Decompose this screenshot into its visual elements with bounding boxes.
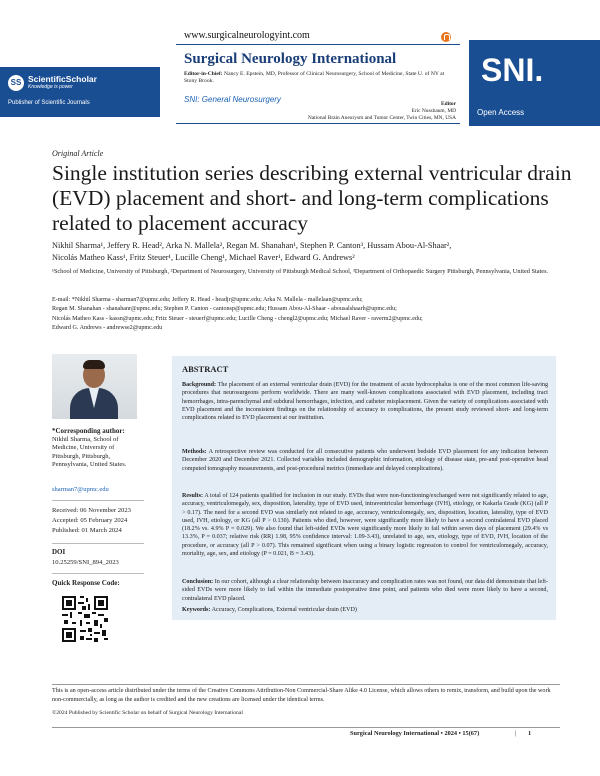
article-type: Original Article (52, 149, 104, 158)
footer-separator: | (515, 730, 517, 737)
author-emails (52, 296, 572, 333)
sni-logo-text: SNI. (481, 52, 544, 88)
corresponding-author-details: Nikhil Sharma, School of Medicine, University of Pittsburgh, Pittsburgh, Pennsylvania, United States. (52, 436, 127, 469)
editor-in-chief (184, 71, 454, 85)
qr-code-label: Quick Response Code: (52, 579, 120, 587)
results-label: Results: (182, 493, 203, 499)
page-number: 1 (528, 730, 532, 737)
abstract-results (182, 492, 548, 558)
editor-info (270, 101, 456, 121)
doi-value[interactable]: 10.25259/SNI_894_2023 (52, 559, 119, 566)
publisher-logo (8, 75, 97, 91)
publisher-banner (0, 67, 160, 117)
sidebar-divider (52, 573, 144, 574)
abstract-methods (182, 448, 548, 473)
email-line-2[interactable]: Regan M. Shanahan - shanahanr@upmc.edu; Stephen P. Canton - cantonsp@upmc.edu; Hussam Abou-Al-Shaar - abousalshaarh@upmc.edu; (52, 306, 397, 313)
email-line-3[interactable]: Nicolás Matheo Kass - kassn@upmc.edu; Fritz Steuer - steuerf@upmc.edu; Lucille Cheng - chengl2@upmc.edu; Michael Raver - raverm2@upmc.edu; (52, 315, 423, 322)
keywords-text: Accuracy, Complications, External ventricular drain (EVD) (211, 607, 357, 613)
published-date: Published: 01 March 2024 (52, 527, 122, 534)
header-divider (176, 44, 460, 45)
sidebar-divider (52, 543, 144, 544)
article-title: Single institution series describing external ventricular drain (EVD) placement and short- and long-term complications related to placement accuracy (52, 161, 572, 235)
editor-affiliation: National Brain Aneurysm and Tumor Center, Twin Cities, MN, USA (307, 114, 456, 121)
scientific-scholar-logo-icon: SS (8, 75, 24, 91)
authors-line-2: Nicolás Matheo Kass¹, Fritz Steuer¹, Lucille Cheng¹, Michael Raver¹, Edward G. Andrews² (52, 253, 355, 262)
background-label: Background: (182, 382, 217, 388)
journal-title: Surgical Neurology International (184, 51, 397, 67)
conclusion-text: In our cohort, although a clear relationship between inaccuracy and complication rates was not found, our data did demonstrate that left-sided EVDs were more likely to fail within the immediate postoperative time point, and patients who died were more likely to have a second, contralateral EVD placed. (182, 579, 548, 602)
header-divider-bottom (176, 123, 460, 124)
publisher-logo-name: ScientificScholar (28, 74, 97, 84)
copyright-text: ©2024 Published by Scientific Scholar on behalf of Surgical Neurology International (52, 710, 243, 716)
license-text: This is an open-access article distributed under the terms of the Creative Commons Attribution-Non Commercial-Share Alike 4.0 License, which allows others to remix, transform, and build upon the work non-commercially, as long as the author is credited and the new creations are licensed under the identical terms. (52, 688, 551, 703)
eic-label: Editor-in-Chief: (184, 71, 223, 77)
abstract-conclusion (182, 578, 548, 603)
site-url-link[interactable]: www.surgicalneurologyint.com (184, 30, 310, 41)
email-line-1[interactable]: E-mail: *Nikhil Sharma - sharman7@upmc.edu; Jeffery R. Head - headjr@upmc.edu; Arka N. Mallela - mallelaan@upmc.edu; (52, 297, 363, 303)
abstract-title: ABSTRACT (182, 364, 229, 374)
article-dates (52, 506, 131, 536)
corresponding-author-email[interactable]: sharman7@upmc.edu (52, 486, 109, 493)
editor-name: Eric Nussbaum, MD (411, 107, 456, 114)
publisher-line: Publisher of Scientific Journals (8, 100, 90, 106)
affiliations: ¹School of Medicine, University of Pittsburgh, ²Department of Neurosurgery, University of Pittsburgh Medical School, ³Department of Orthopaedic Surgery Pittsburgh, Pennsylvania, United States. (52, 268, 549, 275)
author-list (52, 240, 582, 264)
publisher-logo-tagline: Knowledge is power (28, 84, 73, 90)
footer-divider (52, 684, 560, 685)
open-access-lock-icon (441, 32, 451, 42)
keywords-label: Keywords: (182, 607, 211, 613)
sni-badge (469, 40, 600, 126)
sidebar-divider (52, 500, 144, 501)
section-tag: SNI: General Neurosurgery (184, 95, 281, 104)
qr-code[interactable] (60, 594, 110, 644)
eic-text: Nancy E. Epstein, MD, Professor of Clinical Neurosurgery, School of Medicine, State U. of NY at Stony Brook. (184, 71, 445, 85)
conclusion-label: Conclusion: (182, 579, 214, 585)
background-text: The placement of an external ventricular drain (EVD) for the treatment of acute hydrocephalus is one of the most common life-saving procedures that neurosurgeons perform worldwide. There are many well-known complications associated with EVD placement, including tract hemorrhages, intra-parenchymal and subdural hemorrhages, infection, and catheter misplacement. Given the variety of complications associated with EVD placement and the inconsistent findings on the relationship of accuracy to complications, the present study reviewed short- and long-term complications related to EVD placement at our institution. (182, 382, 548, 422)
footer-divider (52, 727, 560, 728)
received-date: Received: 06 November 2023 (52, 507, 131, 514)
corresponding-author-label: *Corresponding author: (52, 427, 125, 435)
methods-text: A retrospective review was conducted for all consecutive patients who underwent bedside EVD placement for any indication between December 2020 and December 2021. Collected variables included demographic information, etiology of disease state, pre-and post-operative head computed tomography measurements, and post-procedural metrics (immediate and delayed complications). (182, 449, 548, 472)
abstract-background (182, 381, 548, 422)
results-text: A total of 124 patients qualified for inclusion in our study. EVDs that were non-functioning/exchanged were not significantly related to age, accuracy, ventriculomegaly, sex, disposition, laterality, type of EVD used, intraventricular hemorrhage (IVH), etiology, or Kakarla Grade (KG) (all P > 0.17). The need for a second EVD was similarly not related to age, accuracy, ventriculomegaly, sex, disposition, location, laterality, type of EVD used, IVH, etiology, or KG (all P > 0.130). Patients who died, however, were significantly more likely to have a second contralateral EVD placed (18.2% vs. 4.9% P = 0.029). We also found that left-sided EVDs were significantly more likely to fail within seven days of placement (29.4% vs 13.3%, P = 0.037; relative risk (RR) 1.98, 95% confidence interval: 1.09-3.43), unrelated to age, sex, etiology, type of EVD, IVH, location of the procedure, or accuracy (all P > 0.07). This remained significant when using a binary logistic regression to control for ventriculomegaly, accuracy, mortality, age, sex, and etiology (P = 0.021, B = 3.43). (182, 493, 549, 558)
email-line-4[interactable]: Edward G. Andrews - andrewse2@upmc.edu (52, 324, 163, 331)
accepted-date: Accepted: 05 February 2024 (52, 517, 128, 524)
abstract-keywords (182, 606, 548, 614)
editor-label: Editor (441, 101, 456, 107)
author-photo (52, 354, 137, 419)
methods-label: Methods: (182, 449, 207, 455)
doi-label: DOI (52, 548, 66, 556)
authors-line-1: Nikhil Sharma¹, Jeffery R. Head², Arka N. Mallela², Regan M. Shanahan¹, Stephen P. Canton³, Hussam Abou-Al-Shaar², (52, 241, 452, 250)
footer-citation: Surgical Neurology International • 2024 • 15(67) (350, 730, 480, 737)
open-access-label: Open Access (477, 108, 525, 117)
